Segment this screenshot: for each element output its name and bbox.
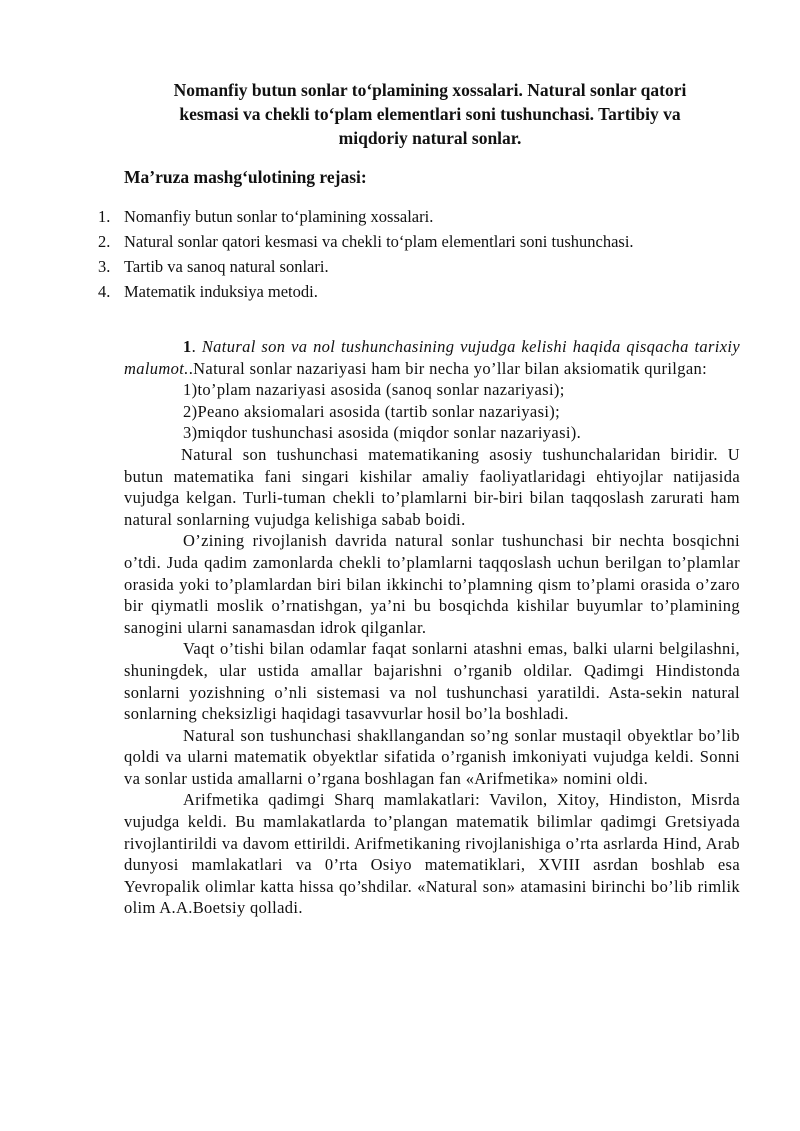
approach-item: 2)Peano aksiomalari asosida (tartib sonlar nazariyasi);	[183, 401, 561, 421]
plan-item	[98, 204, 634, 229]
title-line-3: miqdoriy natural sonlar.	[338, 128, 522, 148]
plan-item	[98, 254, 634, 279]
section-intro-text: .Natural sonlar nazariyasi ham bir necha yo’llar bilan aksiomatik qurilgan:	[188, 358, 708, 378]
title-line-2: kesmasi va chekli to‘plam elementlari soni tushunchasi. Tartibiy va	[179, 104, 681, 124]
plan-item	[98, 229, 634, 254]
approach-item: 1)to’plam nazariyasi asosida (sanoq sonlar nazariyasi);	[183, 380, 565, 400]
section-1-intro	[124, 336, 740, 379]
section-number-dot: .	[191, 337, 202, 356]
approach-item: 3)miqdor tushunchasi asosida (miqdor sonlar nazariyasi).	[183, 423, 582, 443]
document-title	[140, 78, 720, 150]
plan-item-number: 3.	[98, 257, 111, 276]
plan-item-text: Matematik induksiya metodi.	[124, 282, 318, 301]
plan-item-number: 2.	[98, 232, 111, 251]
title-line-1: Nomanfiy butun sonlar to‘plamining xossalari. Natural sonlar qatori	[173, 80, 687, 100]
plan-item	[98, 279, 634, 304]
plan-heading: Ma’ruza mashg‘ulotining rejasi:	[124, 167, 367, 187]
body-paragraph: Natural son tushunchasi shakllangandan so’ng sonlar mustaqil obyektlar bo’lib qoldi va ularni matematik obyektlar sifatida o’rganish imkoniyati vujudga keldi. Sonni va sonlar ustida amallarni o’rgana boshlagan fan «Arifmetika» nomini oldi.	[124, 725, 740, 788]
section-number: 1	[183, 337, 192, 356]
plan-list	[98, 204, 634, 304]
body-paragraph: Natural son tushunchasi matematikaning asosiy tushunchalaridan biridir. U butun matematika fani singari kishilar amaliy faoliyatlaridagi ehtiyojlar natijasida vujudga kelgan. Turli-tuman chekli to’plamlarni bir-biri bilan taqqoslash zarurati ham natural sonlarning vujudga kelishiga sabab boidi.	[124, 444, 740, 529]
plan-item-text: Natural sonlar qatori kesmasi va chekli to‘plam elementlari soni tushunchasi.	[124, 232, 634, 251]
section-title: Natural son va nol tushunchasining vujudga kelishi haqida qisqacha tarixiy malumot.	[124, 337, 740, 378]
plan-item-number: 4.	[98, 282, 111, 301]
body-paragraph: Arifmetika qadimgi Sharq mamlakatlari: Vavilon, Xitoy, Hindiston, Misrda vujudga keldi. Bu mamlakatlarda to’plangan matematik bilimlar qadimgi Gretsiyada rivojlantirildi va davom ettirildi. Arifmetikaning rivojlanishiga o’rta asrlarda Hind, Arab dunyosi mamlakatlari va 0’rta Osiyo matematiklari, XVIII asrdan boshlab esa Yevropalik olimlar katta hissa qo’shdilar. «Natural son» atamasini birinchi bo’lib rimlik olim A.A.Boetsiy qolladi.	[124, 790, 740, 918]
section-1-body	[124, 336, 740, 919]
plan-item-text: Nomanfiy butun sonlar to‘plamining xossalari.	[124, 207, 434, 226]
body-paragraph: Vaqt o’tishi bilan odamlar faqat sonlarni atashni emas, balki ularni belgilashni, shuningdek, ular ustida amallar bajarishni o’rganib oldilar. Qadimgi Hindistonda sonlarni yozishning o’nli sistemasi va nol tushunchasi yaratildi. Asta-sekin natural sonlarning cheksizligi haqidagi tasavvurlar hosil bo’la boshladi.	[124, 639, 740, 724]
plan-item-number: 1.	[98, 207, 111, 226]
plan-item-text: Tartib va sanoq natural sonlari.	[124, 257, 329, 276]
body-paragraph: O’zining rivojlanish davrida natural sonlar tushunchasi bir nechta bosqichni o’tdi. Juda qadim zamonlarda chekli to’plamlarni taqqoslash uchun berilgan to’plamlar orasida yoki to’plamlardan biri bilan ikkinchi to’plamning qism to’plami orasida o’zaro bir qiymatli moslik o’rnatishgan, ya’ni bu bosqichda kishilar buyumlar to’plamining sanogini ularni sanamasdan idrok qilganlar.	[124, 531, 740, 637]
